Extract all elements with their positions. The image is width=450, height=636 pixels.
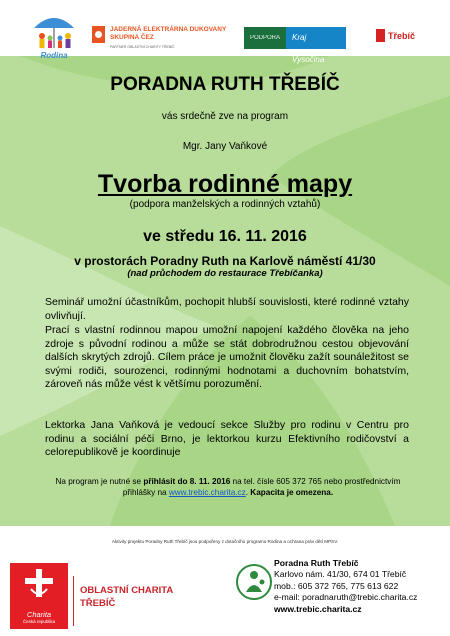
cez-mark-icon: [92, 26, 105, 43]
kraj-prefix: PODPORA: [250, 35, 281, 41]
footer-divider: [73, 576, 74, 626]
note-deadline: přihlásit do 8. 11. 2016: [143, 477, 231, 486]
contact-email[interactable]: e-mail: poradnaruth@trebic.charita.cz: [274, 592, 418, 603]
event-place-detail: (nad průchodem do restaurace Třebíčanka): [127, 268, 323, 279]
contact-phone: mob.: 605 372 765, 775 613 622: [274, 580, 399, 591]
rodina-logo: [30, 10, 78, 62]
paragraph-lecturer: Lektorka Jana Vaňková je vedoucí sekce Služby pro rodinu v Centru pro rodinu a sociální péči Brno, je lektorkou kurzu Efektivního rodičovství a celorepublikově je koordinuje: [45, 419, 409, 459]
note-mid: na tel. čísle 605 372 765 nebo prostřednictvím přihlášky na: [122, 477, 401, 497]
invitation-text: vás srdečně zve na program: [161, 111, 289, 122]
registration-link[interactable]: www.trebic.charita.cz: [168, 488, 246, 497]
event-subtitle: (podpora manželských a rodinných vztahů): [129, 199, 321, 210]
charita-logo: [10, 563, 68, 629]
paragraph-description: Prací s vlastní rodinnou mapou umožní napojení každého člověka na jeho zdroje s původní rodinou a může se stát dobrodružnou cestou objevování dalších skrytých zdrojů. Cílem práce je umožnit člověku zažít sounáležitost se svými rodiči, sourozenci, rodinnými hodnotami a duchovním bohatstvím, zároveň nás může vést k většímu porozumění.: [45, 324, 409, 391]
trebic-logo-text: Třebíč: [388, 30, 416, 41]
cez-logo: [92, 26, 226, 51]
event-title: Tvorba rodinné mapy: [97, 170, 353, 198]
charita-logo-name: Charita: [26, 610, 52, 619]
oblast-line1: OBLASTNÍ CHARITA: [80, 585, 174, 596]
charita-cross-icon: [25, 569, 53, 597]
funding-note: Aktivity projektu Poradny Ruth Třebíč jsou podpořeny z dotačního programu Rodina a ochrana práv dětí MPSV.: [111, 539, 339, 544]
rodina-logo-text: Rodina: [40, 51, 68, 60]
note-capacity: Kapacita je omezena.: [250, 488, 334, 497]
lecturer-name: Mgr. Jany Vaňkové: [182, 141, 268, 152]
contact-org: Poradna Ruth Třebíč: [274, 558, 359, 568]
note-dot: .: [245, 488, 251, 497]
page-title: PORADNA RUTH TŘEBÍČ: [110, 74, 340, 95]
contact-web[interactable]: www.trebic.charita.cz: [274, 603, 362, 614]
cez-line2: SKUPINA ČEZ: [110, 34, 154, 41]
oblast-line2: TŘEBÍČ: [80, 598, 116, 609]
event-date: ve středu 16. 11. 2016: [143, 228, 307, 245]
note-pre: Na program je nutné se: [55, 477, 144, 486]
trebic-crest-icon: [376, 29, 385, 42]
contact-block: [274, 558, 417, 615]
trebic-logo: [376, 29, 415, 42]
kraj-name: Kraj Vysočina: [286, 27, 346, 49]
paragraph-intro: Seminář umožní účastníkům, pochopit hlubší souvislosti, které rodinné vztahy ovlivňují.: [45, 296, 409, 322]
cez-sub: PARTNER OBLASTNÍ CHARITY TŘEBÍČ: [110, 45, 175, 49]
poradna-ruth-logo: [235, 560, 273, 616]
oblastni-charita-label: [80, 584, 173, 610]
cez-line1: JADERNÁ ELEKTRÁRNA DUKOVANY: [110, 26, 227, 33]
kraj-vysocina-logo: [244, 27, 346, 64]
charita-logo-sub: Česká republika: [22, 619, 56, 624]
event-place: v prostorách Poradny Ruth na Karlově náměstí 41/30: [74, 254, 376, 268]
registration-note: [48, 476, 408, 498]
contact-address: Karlovo nám. 41/30, 674 01 Třebíč: [274, 569, 407, 580]
